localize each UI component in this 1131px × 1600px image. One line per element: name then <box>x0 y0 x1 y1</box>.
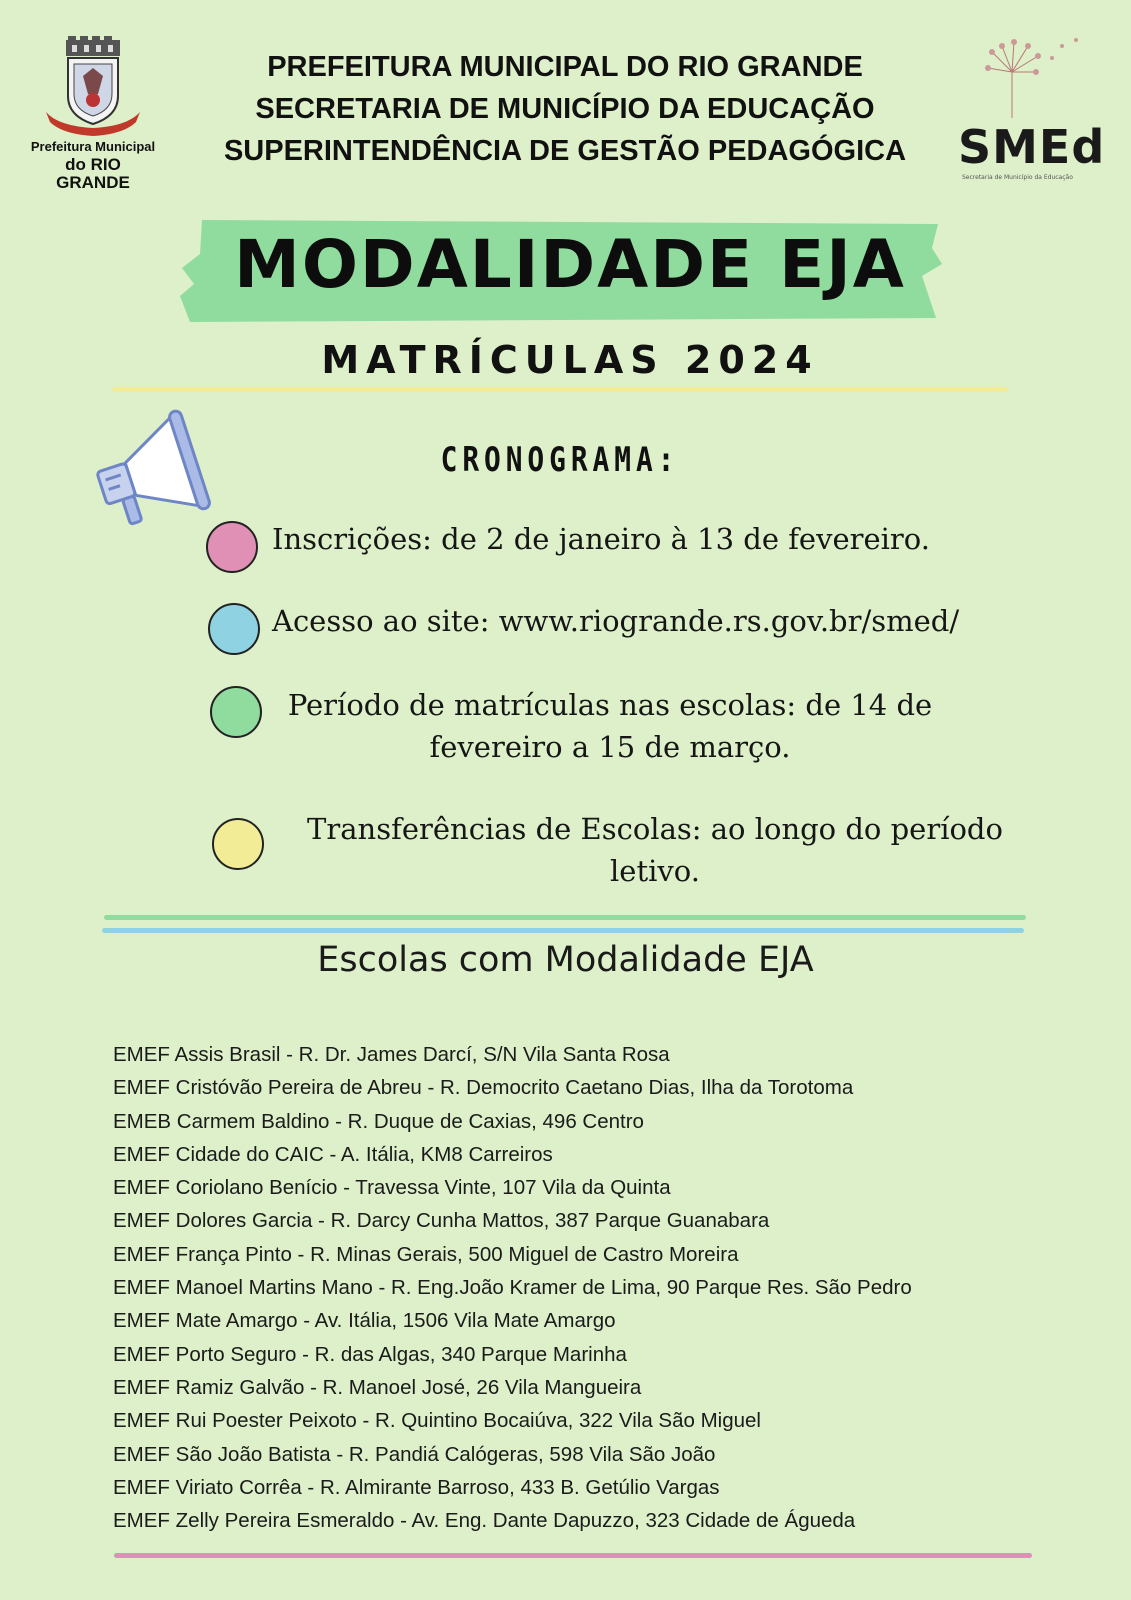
schedule-line: letivo. <box>610 854 700 888</box>
schedule-item-site <box>272 600 1072 642</box>
header-line-superintendencia: SUPERINTENDÊNCIA DE GESTÃO PEDAGÓGICA <box>223 135 907 167</box>
list-item: EMEF São João Batista - R. Pandiá Calógeras, 598 Vila São João <box>113 1442 716 1466</box>
header-text <box>180 46 950 172</box>
schools-list <box>113 1038 1093 1537</box>
coat-of-arms-icon <box>28 34 158 138</box>
list-item: EMEF Dolores Garcia - R. Darcy Cunha Mattos, 387 Parque Guanabara <box>113 1209 770 1233</box>
logo-caption-line2: do RIO GRANDE <box>56 155 130 192</box>
list-item: EMEF Ramiz Galvão - R. Manoel José, 26 Vila Mangueira <box>113 1375 642 1399</box>
list-item: EMEF Mate Amargo - Av. Itália, 1506 Vila Mate Amargo <box>113 1309 616 1333</box>
page-title: MODALIDADE EJA <box>234 226 906 303</box>
schedule-dot-yellow <box>212 818 264 870</box>
prefeitura-logo <box>28 34 158 192</box>
schedule-dot-green <box>210 686 262 738</box>
list-item: EMEF Assis Brasil - R. Dr. James Darcí, S/N Vila Santa Rosa <box>113 1043 670 1066</box>
dandelion-icon <box>952 32 1102 122</box>
schedule-line: Acesso ao site: www.riogrande.rs.gov.br/smed/ <box>272 604 960 638</box>
list-item: EMEF França Pinto - R. Minas Gerais, 500 Miguel de Castro Moreira <box>113 1242 739 1266</box>
list-item: EMEF Manoel Martins Mano - R. Eng.João Kramer de Lima, 90 Parque Res. São Pedro <box>113 1276 912 1300</box>
divider-yellow <box>112 387 1008 392</box>
list-item: EMEB Carmem Baldino - R. Duque de Caxias, 496 Centro <box>113 1109 644 1133</box>
list-item: EMEF Porto Seguro - R. das Algas, 340 Parque Marinha <box>113 1342 627 1366</box>
schedule-line: Inscrições: de 2 de janeiro à 13 de fevereiro. <box>272 522 930 556</box>
list-item: EMEF Zelly Pereira Esmeraldo - Av. Eng. Dante Dapuzzo, 323 Cidade de Águeda <box>113 1509 856 1533</box>
schedule-line: fevereiro a 15 de março. <box>429 730 791 764</box>
schedule-dot-blue <box>208 603 260 655</box>
schedule-item-matriculas <box>270 684 950 768</box>
schedule-line: Transferências de Escolas: ao longo do período <box>307 812 1003 846</box>
list-item: EMEF Rui Poester Peixoto - R. Quintino Bocaiúva, 322 Vila São Miguel <box>113 1409 761 1433</box>
schools-heading: Escolas com Modalidade EJA <box>317 940 814 980</box>
smed-logo <box>952 32 1112 192</box>
schedule-line: Período de matrículas nas escolas: de 14 de <box>287 688 933 722</box>
list-item: EMEF Cidade do CAIC - A. Itália, KM8 Carreiros <box>113 1142 553 1166</box>
divider-pink <box>114 1553 1032 1558</box>
header-line-prefeitura: PREFEITURA MUNICIPAL DO RIO GRANDE <box>267 51 863 83</box>
divider-green <box>104 915 1026 920</box>
logo-caption-line1: Prefeitura Municipal <box>30 139 156 154</box>
cronograma-heading: CRONOGRAMA: <box>440 440 680 480</box>
list-item: EMEF Coriolano Benício - Travessa Vinte, 107 Vila da Quinta <box>113 1176 671 1200</box>
header-line-secretaria: SECRETARIA DE MUNICÍPIO DA EDUCAÇÃO <box>255 93 875 125</box>
megaphone-icon <box>90 402 220 532</box>
smed-wordmark: SMEd <box>958 120 1106 174</box>
schedule-item-transferencias <box>280 808 1030 892</box>
page-subtitle: MATRÍCULAS 2024 <box>321 338 819 382</box>
divider-blue <box>102 928 1024 933</box>
schedule-item-inscricoes <box>272 518 1072 560</box>
list-item: EMEF Viriato Corrêa - R. Almirante Barroso, 433 B. Getúlio Vargas <box>113 1475 720 1499</box>
schedule-dot-pink <box>206 521 258 573</box>
smed-subtitle: Secretaria de Município da Educação <box>962 174 1073 181</box>
list-item: EMEF Cristóvão Pereira de Abreu - R. Democrito Caetano Dias, Ilha da Torotoma <box>113 1076 854 1100</box>
